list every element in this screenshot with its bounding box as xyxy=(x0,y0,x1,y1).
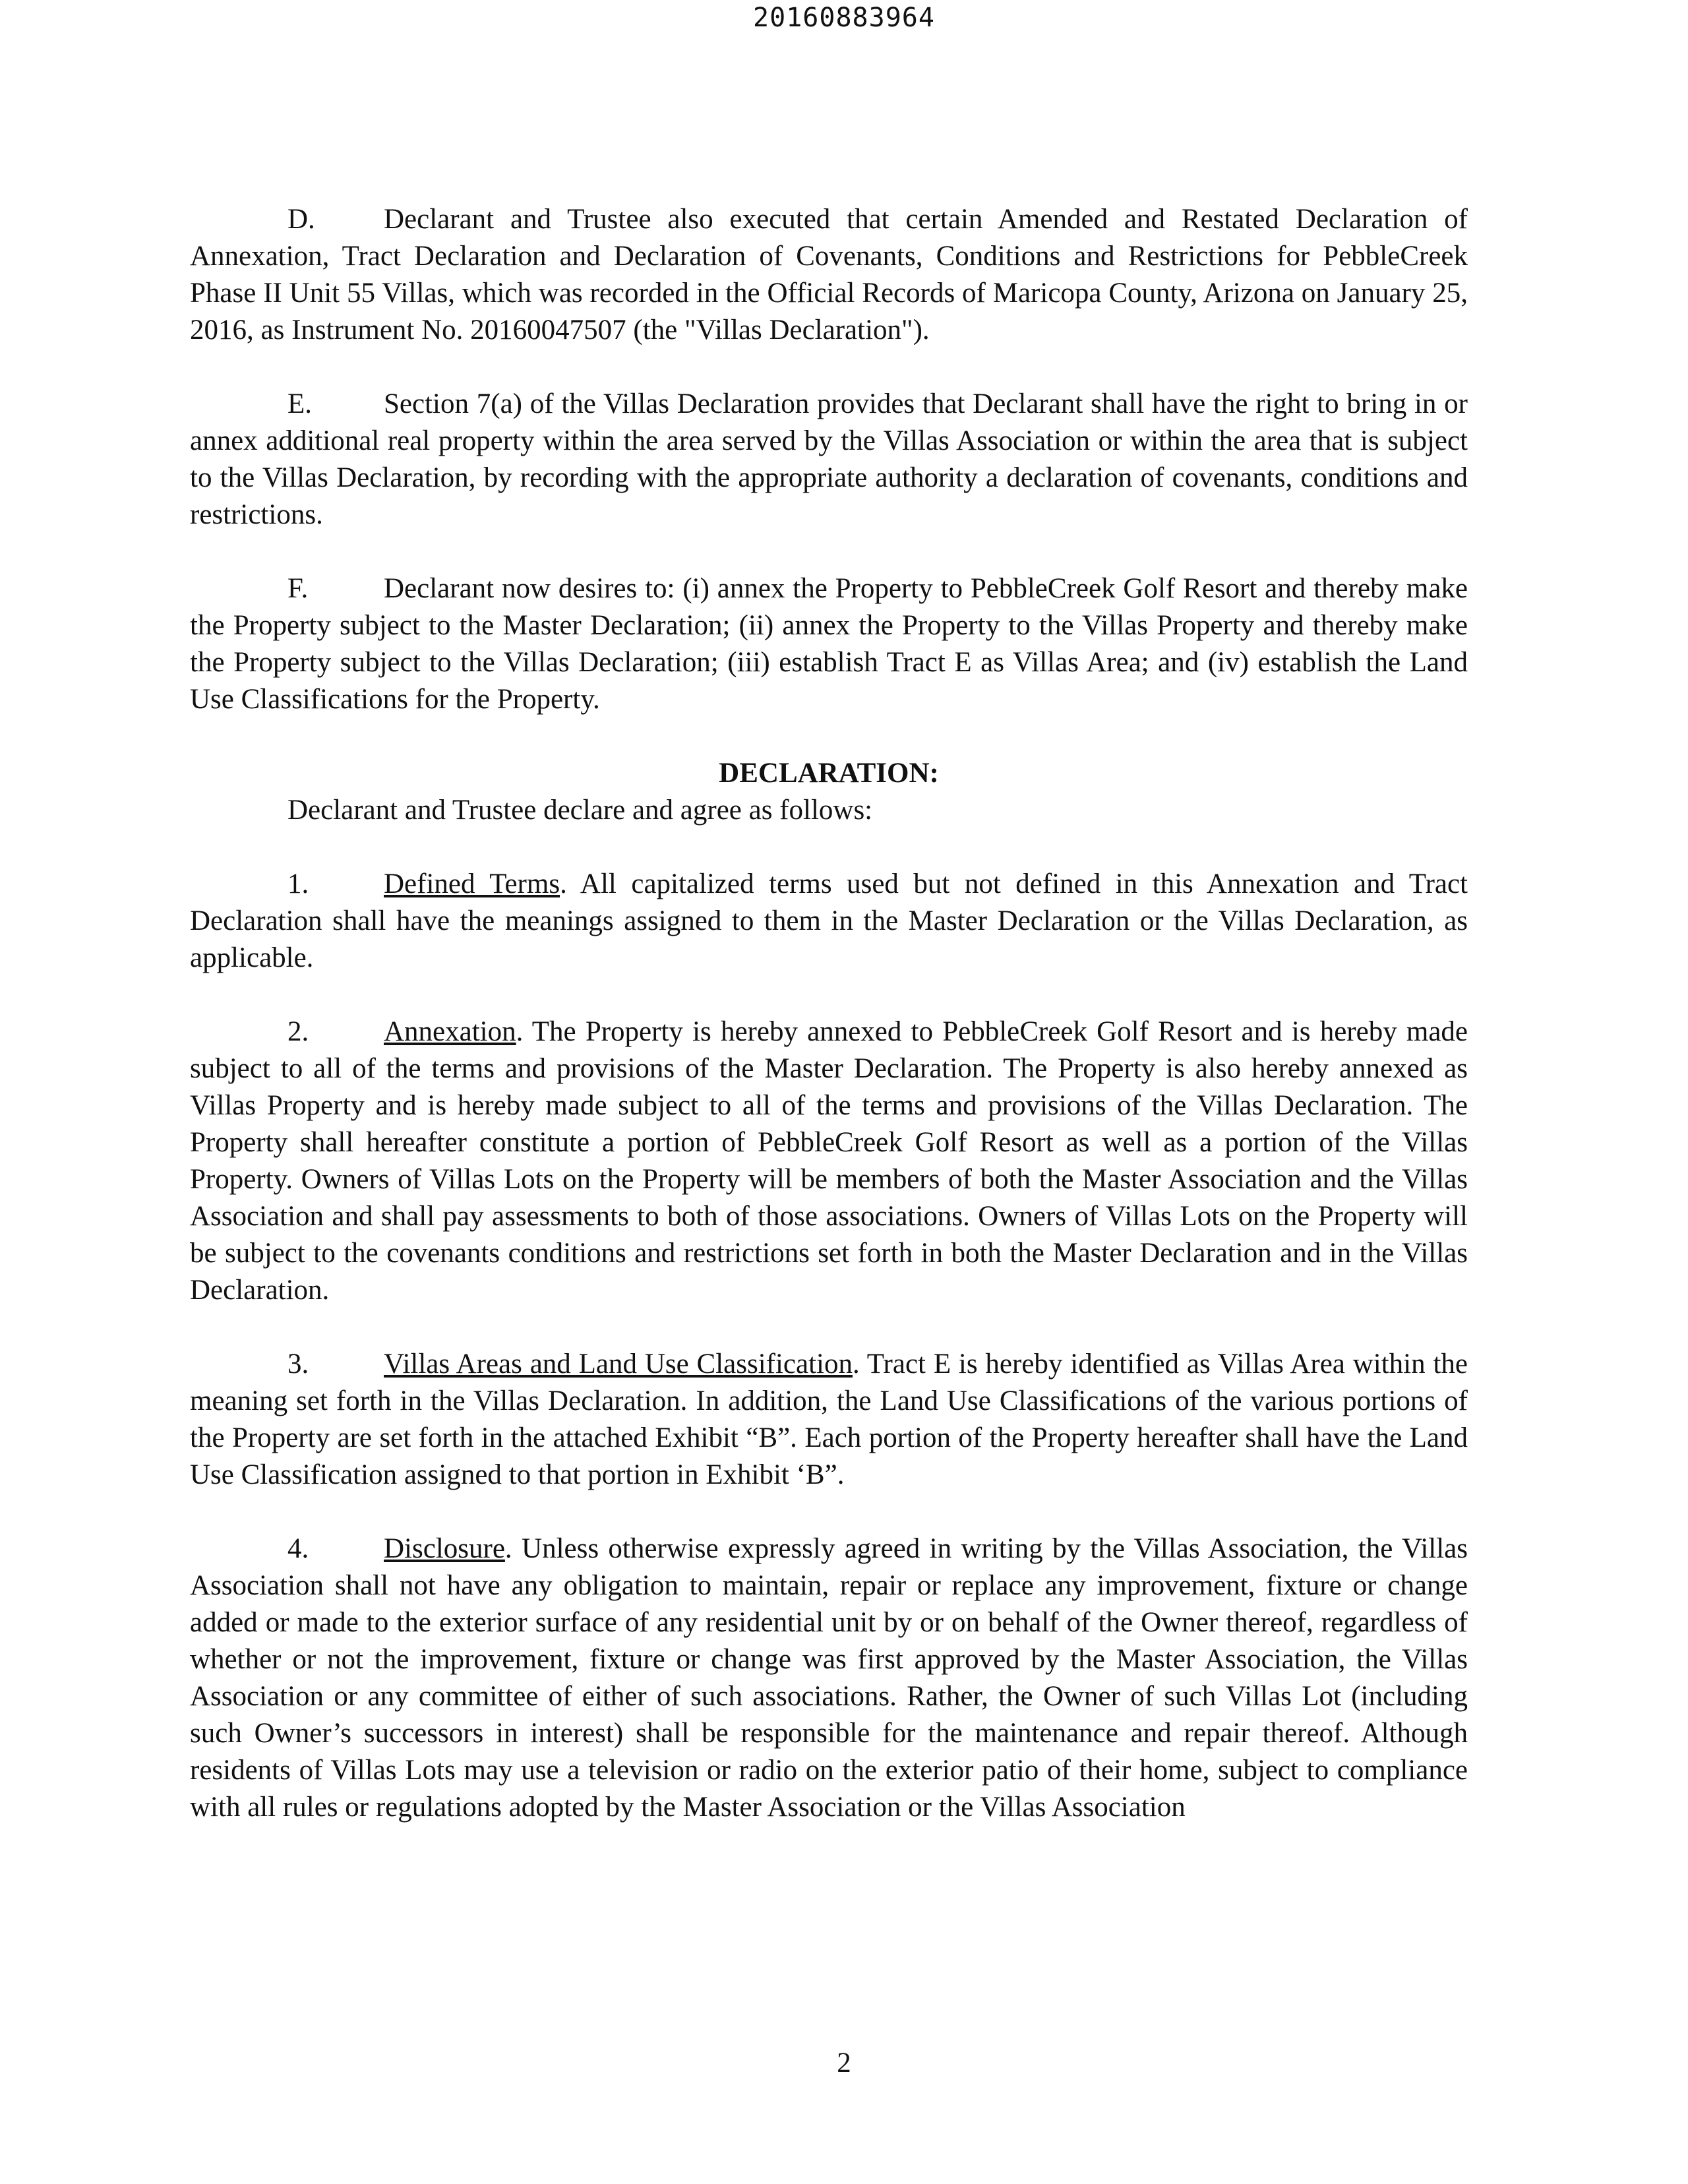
section-title: Villas Areas and Land Use Classification xyxy=(384,1349,853,1380)
recital-d xyxy=(190,201,1468,349)
page-number: 2 xyxy=(837,2048,851,2078)
section-title: Disclosure xyxy=(384,1533,505,1564)
section-annexation xyxy=(190,1014,1468,1309)
recital-text: Declarant and Trustee also executed that certain Amended and Restated Declaration of Annexation, Tract Declaration and Declaration of Covenants, Conditions and Restrictions for PebbleCreek Phase II Unit 55 Villas, which was recorded in the Official Records of Maricopa County, Arizona on January 25, 2016, as Instrument No. 20160047507 (the "Villas Declaration"). xyxy=(190,204,1468,346)
section-title: Annexation xyxy=(384,1016,516,1047)
recital-text: Declarant now desires to: (i) annex the Property to PebbleCreek Golf Resort and thereby make the Property subject to the Master Declaration; (ii) annex the Property to the Villas Property and thereby make the Property subject to the Villas Declaration; (iii) establish Tract E as Villas Area; and (iv) establish the Land Use Classifications for the Property. xyxy=(190,573,1468,715)
section-disclosure xyxy=(190,1531,1468,1826)
section-title: Defined Terms xyxy=(384,868,560,899)
declaration-heading: DECLARATION: xyxy=(719,758,939,789)
recital-label: F. xyxy=(287,573,309,604)
section-number: 2. xyxy=(287,1016,309,1047)
declaration-intro: Declarant and Trustee declare and agree as follows: xyxy=(287,795,873,826)
recital-label: E. xyxy=(287,388,313,419)
recital-text: Section 7(a) of the Villas Declaration provides that Declarant shall have the right to bring in or annex additional real property within the area served by the Villas Association or within the area that is subject to the Villas Declaration, by recording with the appropriate authority a declaration of covenants, conditions and restrictions. xyxy=(190,388,1468,530)
section-number: 3. xyxy=(287,1349,309,1380)
recital-label: D. xyxy=(287,204,315,235)
section-defined-terms xyxy=(190,866,1468,977)
recital-f xyxy=(190,570,1468,718)
section-number: 1. xyxy=(287,868,309,899)
document-body xyxy=(190,201,1468,1863)
section-text: . All capitalized terms used but not defined in this Annexation and Tract Declaration shall have the meanings assigned to them in the Master Declaration or the Villas Declaration, as applicable. xyxy=(190,868,1468,973)
recital-e xyxy=(190,386,1468,533)
section-text: . Tract E is hereby identified as Villas Area within the meaning set forth in the Villas Declaration. In addition, the Land Use Classifications of the various portions of the Property are set forth in the attached Exhibit “B”. Each portion of the Property hereafter shall have the Land Use Classification assigned to that portion in Exhibit ‘B”. xyxy=(190,1349,1468,1490)
section-villas-areas xyxy=(190,1346,1468,1494)
section-number: 4. xyxy=(287,1533,309,1564)
section-text: . Unless otherwise expressly agreed in writing by the Villas Association, the Villas Association shall not have any obligation to maintain, repair or replace any improvement, fixture or change added or made to the exterior surface of any residential unit by or on behalf of the Owner thereof, regardless of whether or not the improvement, fixture or change was first approved by the Master Association, the Villas Association or any committee of either of such associations. Rather, the Owner of such Villas Lot (including such Owner’s successors in interest) shall be responsible for the maintenance and repair thereof. Although residents of Villas Lots may use a television or radio on the exterior patio of their home, subject to compliance with all rules or regulations adopted by the Master Association or the Villas Association xyxy=(190,1533,1468,1823)
section-text: . The Property is hereby annexed to PebbleCreek Golf Resort and is hereby made subject to all of the terms and provisions of the Master Declaration. The Property is also hereby annexed as Villas Property and is hereby made subject to all of the terms and provisions of the Villas Declaration. The Property shall hereafter constitute a portion of PebbleCreek Golf Resort as well as a portion of the Villas Property. Owners of Villas Lots on the Property will be members of both the Master Association and the Villas Association and shall pay assessments to both of those associations. Owners of Villas Lots on the Property will be subject to the covenants conditions and restrictions set forth in both the Master Declaration and in the Villas Declaration. xyxy=(190,1016,1468,1306)
document-number: 20160883964 xyxy=(753,3,935,33)
